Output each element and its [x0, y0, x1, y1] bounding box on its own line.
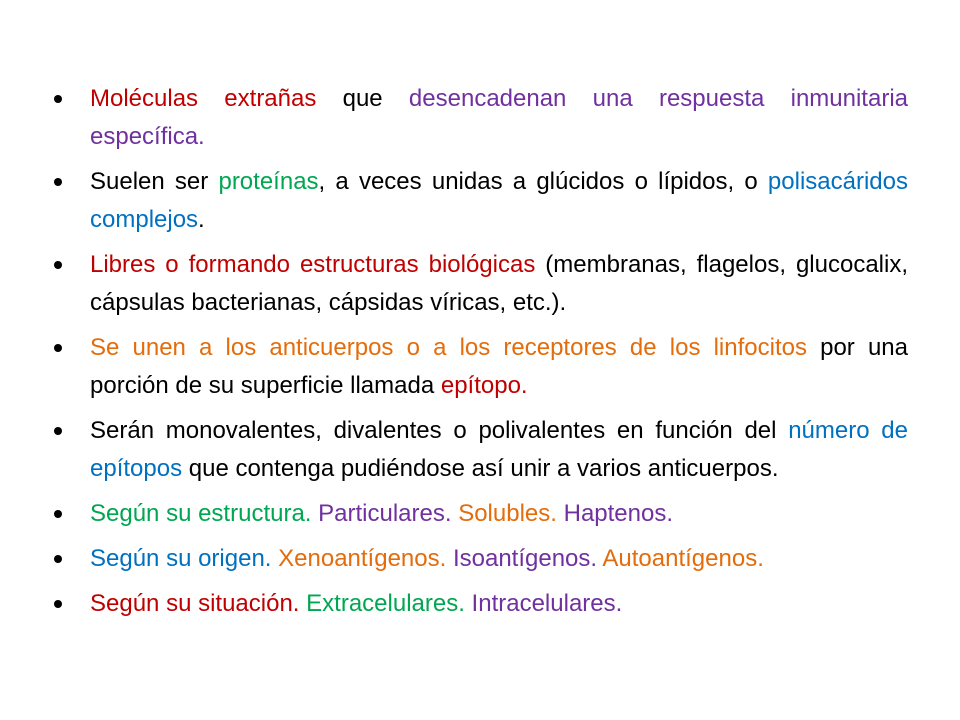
bullet-dot-icon [54, 261, 62, 269]
bullet-text-segment: Particulares. [311, 500, 452, 527]
bullet-text-segment: Xenoantígenos. [271, 545, 447, 572]
bullet-text-segment: Suelen ser [90, 168, 219, 195]
bullet-item [50, 585, 908, 623]
bullet-dot-icon [54, 95, 62, 103]
bullet-text-segment: que contenga pudiéndose así unir a varios anticuerpos. [182, 455, 779, 482]
bullet-item [50, 246, 908, 322]
bullet-text-segment: Según su estructura. [90, 500, 312, 527]
bullet-text-segment: Según su origen. [90, 545, 272, 572]
bullet-text-segment: epítopo. [440, 372, 528, 399]
bullet-item [50, 163, 908, 239]
bullet-text-segment: Haptenos. [556, 500, 674, 527]
bullet-text-segment: Libres o formando estructuras biológicas [90, 251, 536, 278]
bullet-text-segment: Se unen a los anticuerpos o a los receptores de los linfocitos [90, 334, 807, 361]
bullet-text-segment: número de epítopos [90, 417, 908, 482]
bullet-item [50, 495, 908, 533]
bullet-item [50, 329, 908, 405]
bullet-dot-icon [54, 510, 62, 518]
bullet-text-segment: Según su situación. [90, 590, 300, 617]
bullet-text-segment: Extracelulares. [299, 590, 465, 617]
bullet-dot-icon [54, 600, 62, 608]
bullet-item [50, 80, 908, 156]
bullet-text-segment: Isoantígenos. [446, 545, 598, 572]
bullet-text-segment: que [316, 85, 409, 112]
bullet-item [50, 540, 908, 578]
bullet-text-segment: proteínas [218, 168, 319, 195]
bullet-text-segment: Intracelulares. [464, 590, 623, 617]
bullet-dot-icon [54, 427, 62, 435]
bullet-text-segment: . [198, 206, 205, 233]
bullet-text-segment: Solubles. [451, 500, 557, 527]
bullet-dot-icon [54, 178, 62, 186]
bullet-text-segment: Autoantígenos. [597, 545, 764, 572]
bullet-dot-icon [54, 344, 62, 352]
bullet-text-segment: desencadenan una respuesta inmunitaria específica. [90, 85, 908, 150]
bullet-text-segment: por una porción de su superficie llamada [90, 334, 908, 399]
bullet-list [50, 80, 908, 630]
bullet-text-segment: , a veces unidas a glúcidos o lípidos, o [318, 168, 768, 195]
bullet-dot-icon [54, 555, 62, 563]
bullet-text-segment: polisacáridos complejos [90, 168, 908, 233]
bullet-text-segment: (membranas, flagelos, glucocalix, cápsulas bacterianas, cápsidas víricas, etc.). [90, 251, 908, 316]
bullet-text-segment: Moléculas extrañas [90, 85, 317, 112]
bullet-text-segment: Serán monovalentes, divalentes o polivalentes en función del [90, 417, 789, 444]
bullet-item [50, 412, 908, 488]
